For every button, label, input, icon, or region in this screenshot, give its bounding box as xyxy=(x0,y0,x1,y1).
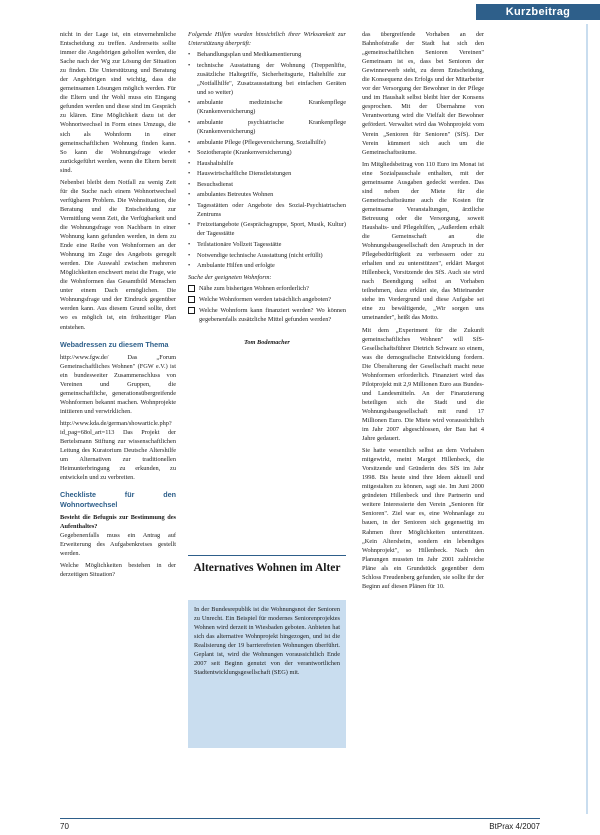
checklist-item xyxy=(188,306,346,324)
checklist-paragraph: Gegebenenfalls muss ein Antrag auf Erweiterung des Aufgabenkreises gestellt werden. xyxy=(60,532,176,558)
box-text: In der Bundesrepublik ist die Wohnungsnot der Senioren zu Unrecht. Ein Beispiel für modernes Seniorenprojektes Wohnen wird derzeit in Wiesbaden geboten. Anbieten hat sich das alternative Wohnprojekt hingezogen, und ist die Realisierung der 19 barrierefreien Wohnungen überführt. Geplant ist, wird die Wohnungen voraussichtlich Ende 2007 seit Beginn genutzt von der verantwortlichen Stadtentwicklungsgesellschaft (SEG) mit. xyxy=(194,606,340,677)
checklist-subheading: Besteht die Befugnis zur Bestimmung des Aufenthaltes? xyxy=(60,514,176,531)
list-item: • Soziotherapie (Krankenversicherung) xyxy=(188,148,346,157)
list-item: • ambulante psychiatrische Krankenpflege (Krankenversicherung) xyxy=(188,118,346,136)
list-item: • Tagesstätten oder Angebote des Sozial-Psychiatrischen Zentrums xyxy=(188,201,346,219)
section-label: Kurzbeitrag xyxy=(476,4,600,20)
footer-rule xyxy=(60,818,540,819)
body-paragraph: Im Mitgliedsbeitrag von 110 Euro im Monat ist eine Sozialpauschale enthalten, mit der gemeinsame Ausgaben gedeckt werden. Das sind neben der Miete für die Gemeinschaftsräume auch die Kosten für gemeinsame Veranstaltungen, ärztliche Betreuung oder die Versorgung, soweit Haushalts- und Pflegehilfen, „Außerdem erhält die Gemeinschaft an die Wohnungsbaugesellschaft den Anspruch in der Pflegebedürftigkeit zu verbessern oder zu erhalten und zu unterstützen", erklärt Margot Hillenbeck, Vorsitzende des SfS. Auch sie wird nach Beendigung selbst an Vorhaben teilnehmen, dazu erklärt sie, das Miteinander stehe im Vordergrund und diese Aufgabe sei eine zu bewältigende, „Wir sorgen uns umeinander", heißt das Motto. xyxy=(362,160,484,322)
box-title: Alternatives Wohnen im Alter xyxy=(188,555,346,575)
body-paragraph: das übergreifende Vorhaben an der Bahnhofstraße der Stadt hat sich den „gemeinschaftlichen Senioren Vereinen" Gemeinsam ist es, dass bei Senioren der Gewinnerwerb steht, zu deren Entscheidung, die Konsequenz des Erfolgs und der Mitarbeiter vor der Versorgung der Bewohner in der Pflege und im Haushalt selbst bleibt hier der Konsens gesprochen. Mit der Übernahme von Verantwortung wird die Vielfalt der Bewohner gefördert. Verwaltet wird das Wohnprojekt vom Verein „Senioren für Senioren" (SfS). Der Verein kümmert sich auch um die Gemeinschaftsräume. xyxy=(362,31,484,156)
web-paragraph: http://www.kda.de/german/showarticle.php?id_pag=68ol_art=113 Das Projekt der Bertelsmann Stiftung zur wissenschaftlichen Leitung des Kuratorium Deutsche Altershilfe um Alternativen zur traditionellen Heimunterbringung zu erkunden, zu entwickeln und zu verbreiten. xyxy=(60,419,176,482)
web-heading: Webadressen zu diesem Thema xyxy=(60,339,169,349)
list-item: • technische Ausstattung der Wohnung (Treppenlifte, zusätzliche Haltegriffe, Sicherheitsgurte, Haltehilfe zur „Notfallhilfe", Zusatzausstattung bei einfachen Geräten und so weiter) xyxy=(188,61,346,97)
list-item: • Hauswirtschaftliche Dienstleistungen xyxy=(188,169,346,178)
checklist-paragraph: Welche Möglichkeiten bestehen in der derzeitigen Situation? xyxy=(60,562,176,579)
checkbox-icon xyxy=(188,307,195,314)
list-item: • Behandlungsplan und Medikamentierung xyxy=(188,50,346,59)
list-item: • Besuchsdienst xyxy=(188,180,346,189)
author-name: Tom Bodemacher xyxy=(244,339,290,347)
checklist-heading: Checkliste für den Wohnortwechsel xyxy=(60,490,176,510)
list-item: • Haushaltshilfe xyxy=(188,159,346,168)
list-item: • ambulante medizinische Krankenpflege (Krankenversicherung) xyxy=(188,98,346,116)
checklist-item-text: Welche Wohnform kann finanziert werden? Wo können gegebenenfalls zusätzliche Mittel gefunden werden? xyxy=(199,307,346,324)
column-1 xyxy=(60,30,176,580)
list-item: • Freizeitangebote (Gesprächsgruppe, Sport, Musik, Kultur) der Tagesstätte xyxy=(188,220,346,238)
list-item: • Ambulante Hilfen und erfolgte xyxy=(188,261,346,270)
body-paragraph: Nebenbei bleibt dem Notfall zu wenig Zeit für die Suche nach einem Wohnortwechsel verfügbaren Problem. Die Wohnsituation, die Beratung und die Entscheidung zur Vermittlung wenn Zeit, die Verfügbarkeit und die Wohnungsfrage von Nachbarn in einer Wohnung kann gefunden werden, in dem zu Ende eine Reihe von Wohnformen an der Wohnung im Zuge des Angebots geregelt werden. Die Auswahl zwischen mehreren Möglichkeiten erschwert meist die Frage, wie die Wohnformen das Gesamtbild Menschen unter einem Dach ermöglichen. Die Wohnungsfrage und der Eindruck gegenüber werden kann. Aus diesem Grund sollte, dort wo es möglich ist, ein frühzeitiger Plan entstehen. xyxy=(60,178,176,331)
list-intro: Folgende Hilfen wurden hinsichtlich ihrer Wirksamkeit zur Unterstützung überprüft: xyxy=(188,31,346,48)
checkbox-icon xyxy=(188,285,195,292)
checklist-item-text: Nähe zum bisherigen Wohnen erforderlich? xyxy=(199,285,309,293)
journal-issue: BtPrax 4/2007 xyxy=(489,822,540,831)
list-item: • ambulantes Betreutes Wohnen xyxy=(188,190,346,199)
column-2 xyxy=(188,30,346,347)
body-paragraph: nicht in der Lage ist, ein einvernehmliche Entscheidung zu treffen. Andrerseits sollte immer die Angehörigen geholfen werden, die Sache nach der Wg zur Lösung der Situation zu finden. Die Unterstützung und Beratung der Angehörigen sind wichtig, dass die gemeinsamen Lösungen möglich werden. Für die Eltern und ihr Wohl muss ein Eingang gefunden werden und diese sind im Gespräch zu klären. Eine Möglichkeit dazu ist der Wohnortwechsel in Form eines Umzugs, die sich als Wohnform in einer gemeinschaftlichen Wohnung finden kann. So kann die Wohnungsfrage wieder zurückgeführt werden, wenn die Eltern bereit sind. xyxy=(60,31,176,174)
margin-bar xyxy=(586,24,588,814)
help-list xyxy=(188,50,346,270)
checklist-item xyxy=(188,284,346,293)
info-box xyxy=(188,600,346,748)
body-paragraph: Mit dem „Experiment für die Zukunft gemeinschaftliches Wohnen" will SfS-Gesellschaftsführer Dietrich Schwarz so einem, was die demografische Entwicklung fordern. Die Überalterung der Gesellschaft macht neue Wohnformen erforderlich. Finanziert wird das Pilotprojekt mit 2,9 Millionen Euro aus Bundes- und Landesmitteln. An der Finanzierung beteiligen sich die Stadt und die Wohnungsbaugesellschaft mit rund 17 Millionen Euro. Die Miete wird voraussichtlich im Jahr 2007 abgeschlossen, der Bau hat 4 Jahre gedauert. xyxy=(362,326,484,443)
page-number: 70 xyxy=(60,822,69,831)
web-paragraph: http://www.fgw.de/ Das „Forum Gemeinschaftliches Wohnen" (FGW e.V.) ist ein bundesweiter Zusammenschluss von Vereinen und Gruppen, die gemeinschaftliche, generationsübergreifende Wohnformen bekannt machen. Wohnprojekte initiieren und verwirklichen. xyxy=(60,353,176,415)
list-item: • Notwendige technische Ausstattung (nicht erfüllt) xyxy=(188,251,346,260)
list-item: • Teilstationäre Vollzeit Tagesstätte xyxy=(188,240,346,249)
checklist-item-text: Welche Wohnformen werden tatsächlich angeboten? xyxy=(199,296,332,304)
checkbox-icon xyxy=(188,296,195,303)
question-checklist xyxy=(188,284,346,324)
body-paragraph: Sie hatte wesentlich selbst an dem Vorhaben mitgewirkt, meint Margot Hillenbeck, die Vorsitzende und Gründerin des SfS im Jahr 1998. Bis heute sind ihre Ideen aktuell und mitgestalten zu können, sagt sie. Im Juni 2000 gründeten Hillenbeck und ihre Partnerin und weitere Interessierte den Verein „Senioren für Senioren". Ziel war es, eine Wohnanlage zu bauen, in der Senioren sich gegenseitig im Rahmen ihrer Möglichkeiten unterstützen. „Kein Altersheim, sondern ein lebendiges Wohnprojekt", so Hillenbeck. Nach den Planungen mussten im Jahr 2001 zahlreiche Pläne als ein Grundstück gegenüber dem Schloss Freudenberg gefunden, sie sollte ihr der Beginn auf diesen Plänen für 10. xyxy=(362,447,484,590)
list-item: • ambulante Pflege (Pflegeversicherung, Sozialhilfe) xyxy=(188,138,346,147)
question-intro: Suche der geeigneten Wohnform: xyxy=(188,274,272,282)
checklist-item xyxy=(188,295,346,304)
column-3 xyxy=(362,30,484,591)
